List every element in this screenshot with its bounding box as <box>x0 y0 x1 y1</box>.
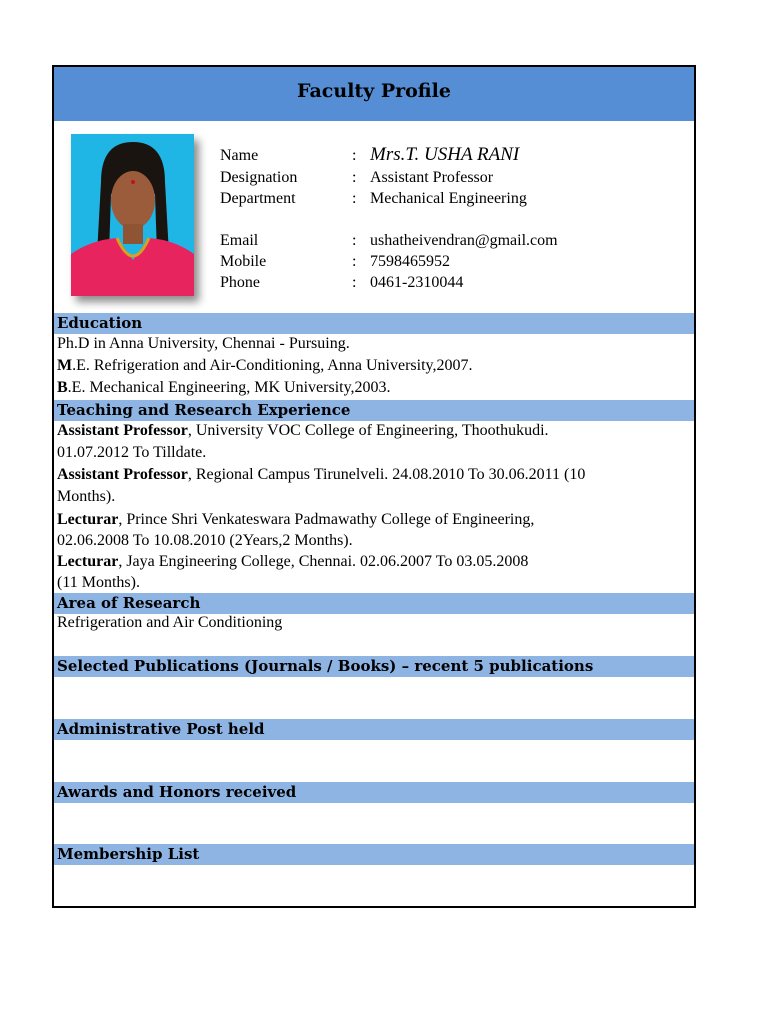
designation-label: Designation <box>220 169 298 186</box>
section-heading: Administrative Post held <box>57 720 265 738</box>
experience-line <box>57 488 115 506</box>
separator: : <box>352 147 357 164</box>
department-label: Department <box>220 190 296 207</box>
designation-value: Assistant Professor <box>370 169 494 186</box>
section-education <box>54 313 694 334</box>
experience-line <box>57 511 534 529</box>
faculty-profile-document <box>52 65 696 908</box>
experience-text: , University VOC College of Engineering, Thoothukudi. <box>187 422 549 439</box>
phone-label: Phone <box>220 274 260 291</box>
experience-role: Assistant Professor <box>57 422 188 439</box>
education-item-bold: B <box>57 379 68 396</box>
education-item <box>57 379 391 397</box>
education-item-text: .E. Mechanical Engineering, MK University,2003. <box>67 379 391 396</box>
experience-text: , Jaya Engineering College, Chennai. 02.06.2007 To 03.05.2008 <box>118 553 529 570</box>
experience-text: 01.07.2012 To Tilldate. <box>57 444 207 461</box>
section-administrative <box>54 719 694 740</box>
experience-line <box>57 574 140 592</box>
experience-text: (11 Months). <box>57 574 140 591</box>
mobile-value: 7598465952 <box>370 253 450 270</box>
section-heading: Education <box>57 314 143 332</box>
section-heading: Awards and Honors received <box>57 783 297 801</box>
profile-photo <box>71 134 194 296</box>
experience-line <box>57 466 585 484</box>
page-title: Faculty Profile <box>297 80 451 102</box>
section-experience <box>54 400 694 421</box>
section-heading: Membership List <box>57 845 200 863</box>
experience-text: , Regional Campus Tirunelveli. 24.08.2010 To 30.06.2011 (10 <box>187 466 586 483</box>
experience-line <box>57 553 528 571</box>
separator: : <box>352 253 357 270</box>
experience-line <box>57 532 353 550</box>
separator: : <box>352 274 357 291</box>
profile-header <box>54 67 694 121</box>
experience-role: Assistant Professor <box>57 466 188 483</box>
name-value: Mrs.T. USHA RANI <box>370 144 520 165</box>
experience-line <box>57 444 206 462</box>
email-value[interactable]: ushatheivendran@gmail.com <box>370 232 558 249</box>
section-heading: Area of Research <box>57 594 201 612</box>
separator: : <box>352 169 357 186</box>
education-item-text: Ph.D in Anna University, Chennai - Pursuing. <box>57 335 350 352</box>
portrait-image <box>71 134 194 296</box>
section-publications <box>54 656 694 677</box>
department-value: Mechanical Engineering <box>370 190 527 207</box>
experience-role: Lecturar <box>57 511 119 528</box>
education-item <box>57 335 350 353</box>
phone-value: 0461-2310044 <box>370 274 464 291</box>
section-membership <box>54 844 694 865</box>
section-research <box>54 593 694 614</box>
education-item-bold: M <box>57 357 73 374</box>
experience-line <box>57 422 549 440</box>
section-heading: Selected Publications (Journals / Books) – recent 5 publications <box>57 657 594 675</box>
experience-text: Months). <box>57 488 116 505</box>
separator: : <box>352 232 357 249</box>
mobile-label: Mobile <box>220 253 267 270</box>
education-item-text: .E. Refrigeration and Air-Conditioning, Anna University,2007. <box>72 357 473 374</box>
research-area: Refrigeration and Air Conditioning <box>57 614 283 631</box>
education-item <box>57 357 472 375</box>
experience-text: , Prince Shri Venkateswara Padmawathy College of Engineering, <box>118 511 535 528</box>
separator: : <box>352 190 357 207</box>
section-heading: Teaching and Research Experience <box>57 401 351 419</box>
email-label: Email <box>220 232 259 249</box>
section-awards <box>54 782 694 803</box>
name-label: Name <box>220 147 259 164</box>
experience-text: 02.06.2008 To 10.08.2010 (2Years,2 Months). <box>57 532 353 549</box>
experience-role: Lecturar <box>57 553 119 570</box>
